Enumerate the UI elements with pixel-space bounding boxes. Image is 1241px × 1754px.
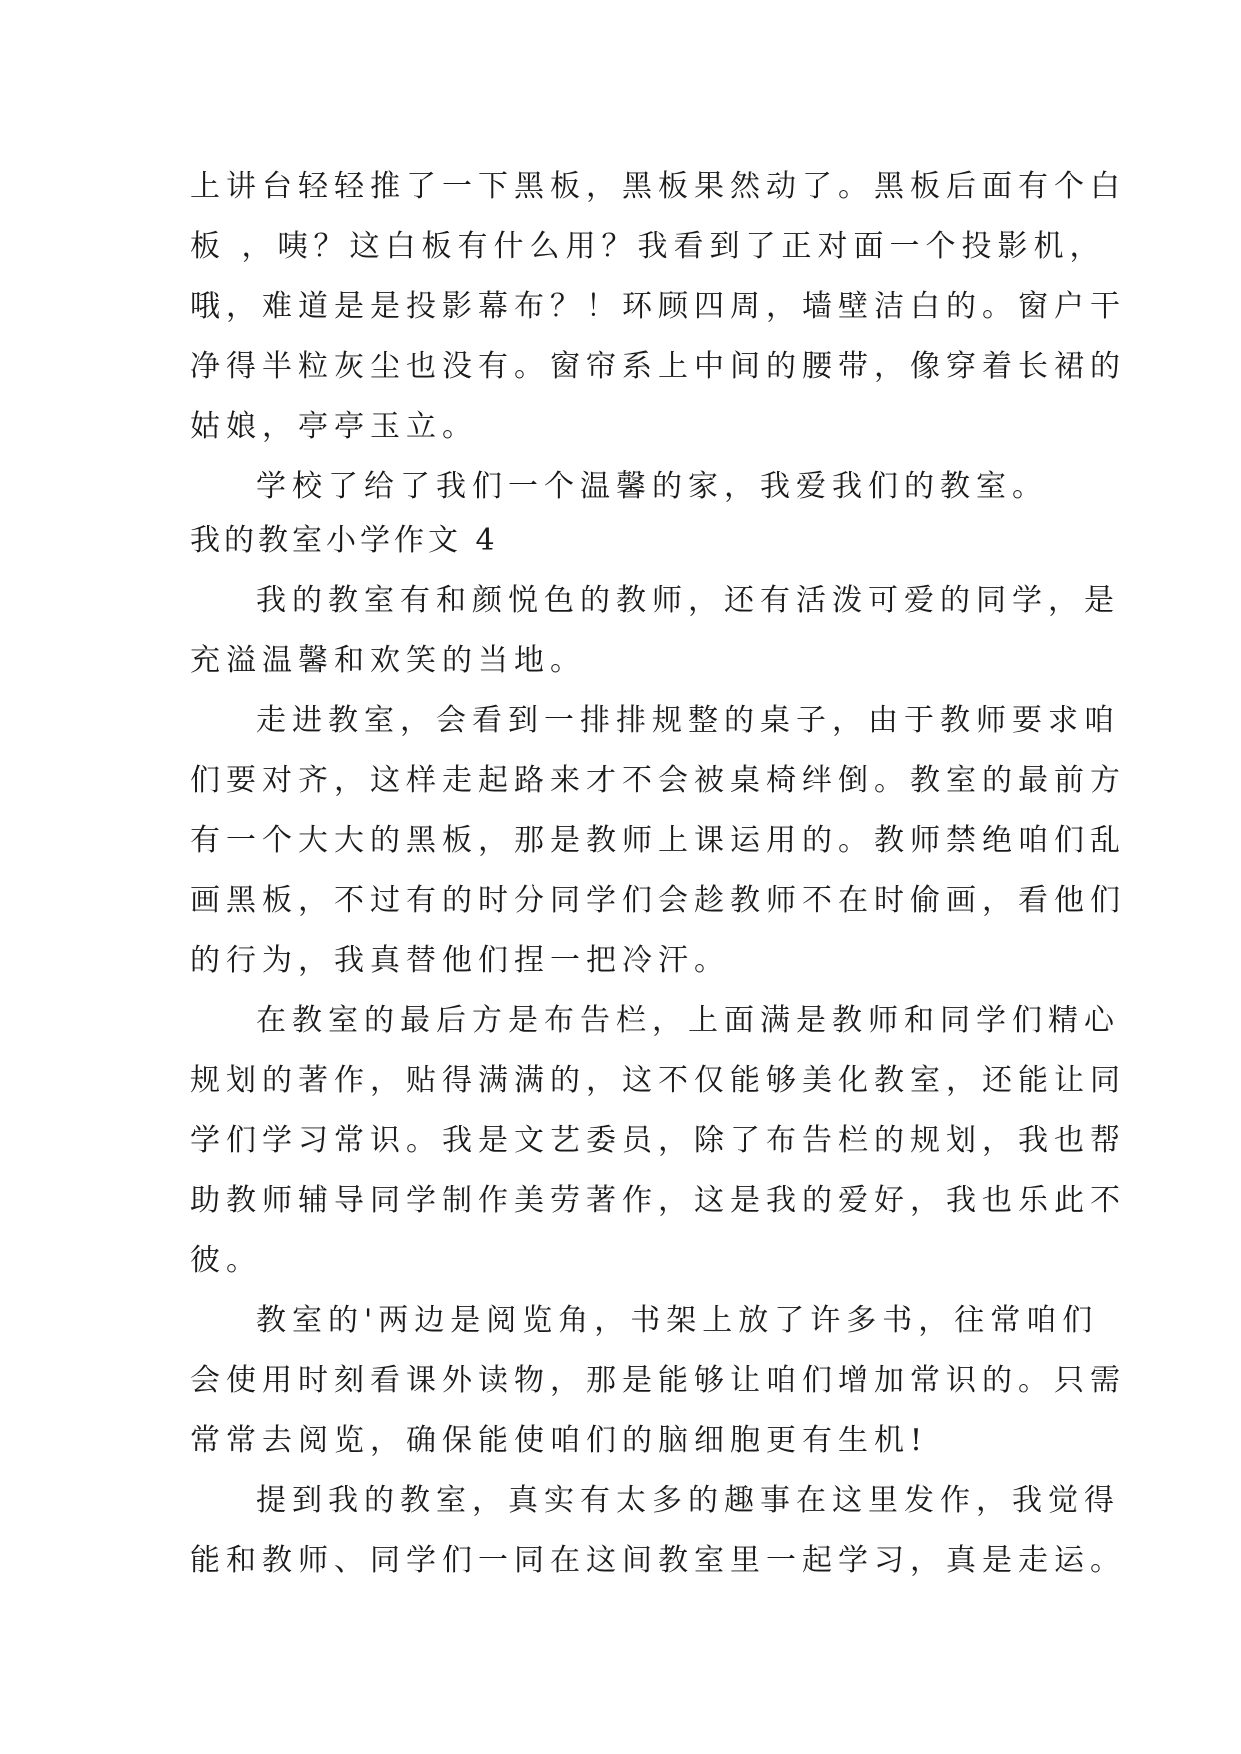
text-line: 在教室的最后方是布告栏，上面满是教师和同学们精心	[256, 1003, 1120, 1038]
text-line: 有一个大大的黑板，那是教师上课运用的。教师禁绝咱们乱	[190, 823, 1126, 858]
section-heading: 我的教室小学作文 4	[190, 523, 499, 558]
text-line: 充溢温馨和欢笑的当地。	[190, 643, 586, 678]
text-line: 画黑板，不过有的时分同学们会趁教师不在时偷画，看他们	[190, 883, 1126, 918]
text-line: 提到我的教室，真实有太多的趣事在这里发作，我觉得	[256, 1483, 1120, 1518]
text-line: 学校了给了我们一个温馨的家，我爱我们的教室。	[256, 469, 1048, 504]
text-line: 姑娘，亭亭玉立。	[190, 409, 478, 444]
text-line: 学们学习常识。我是文艺委员，除了布告栏的规划，我也帮	[190, 1123, 1126, 1158]
text-line: 的行为，我真替他们捏一把冷汗。	[190, 943, 730, 978]
text-line: 会使用时刻看课外读物，那是能够让咱们增加常识的。只需	[190, 1363, 1126, 1398]
text-line: 规划的著作，贴得满满的，这不仅能够美化教室，还能让同	[190, 1063, 1126, 1098]
text-line: 哦，难道是是投影幕布？！环顾四周，墙壁洁白的。窗户干	[190, 289, 1126, 324]
text-line: 我的教室有和颜悦色的教师，还有活泼可爱的同学，是	[256, 583, 1120, 618]
text-line: 能和教师、同学们一同在这间教室里一起学习，真是走运。	[190, 1543, 1126, 1578]
text-line: 们要对齐，这样走起路来才不会被桌椅绊倒。教室的最前方	[190, 763, 1126, 798]
text-line: 助教师辅导同学制作美劳著作，这是我的爱好，我也乐此不	[190, 1183, 1126, 1218]
text-line: 教室的'两边是阅览角，书架上放了许多书，往常咱们	[256, 1303, 1099, 1338]
text-line: 板 ，咦？这白板有什么用？我看到了正对面一个投影机，	[190, 229, 1106, 264]
text-line: 彼。	[190, 1243, 262, 1278]
text-line: 净得半粒灰尘也没有。窗帘系上中间的腰带，像穿着长裙的	[190, 349, 1126, 384]
text-line: 走进教室，会看到一排排规整的桌子，由于教师要求咱	[256, 703, 1120, 738]
text-line: 常常去阅览，确保能使咱们的脑细胞更有生机!	[190, 1423, 929, 1458]
text-line: 上讲台轻轻推了一下黑板，黑板果然动了。黑板后面有个白	[190, 169, 1126, 204]
